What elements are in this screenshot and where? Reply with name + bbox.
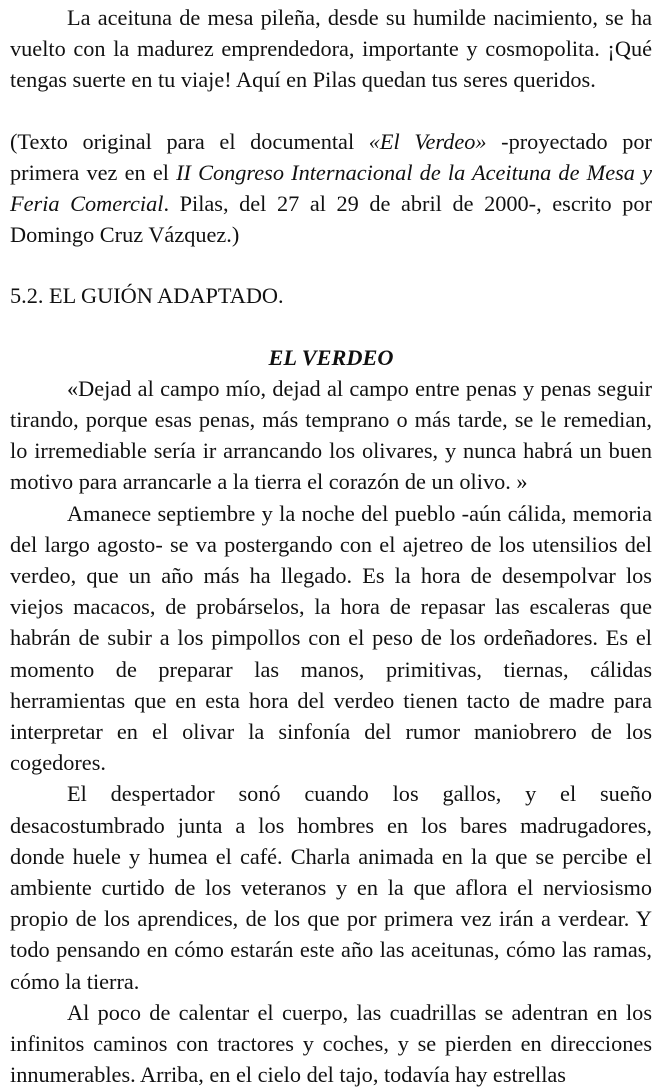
congress-name: II Congreso Internacional de la Aceituna de Mesa y Feria Comercial — [10, 159, 652, 217]
source-note-middle: -proyectado por primera vez en el — [10, 128, 652, 185]
script-paragraph: El despertador sonó cuando los gallos, y el sueño desacostumbrado junta a los hombres en los bares madrugadores, donde huele y humea el café. Charla animada en la que se percibe el ambiente curtido de los veteranos y en la que aflora el nerviosismo propio de los aprendices, de los que por primera vez irán a verdear. Y todo pensando en cómo estarán este año las aceitunas, cómo las ramas, cómo la tierra. — [10, 781, 652, 994]
script-paragraph: Al poco de calentar el cuerpo, las cuadrillas se adentran en los infinitos caminos con tractores y coches, y se pierden en direcciones innumerables. Arriba, en el cielo del tajo, todavía hay estrellas — [10, 999, 652, 1088]
script-title: EL VERDEO — [268, 344, 394, 370]
script-paragraph: Amanece septiembre y la noche del pueblo -aún cálida, memoria del largo agosto- se va postergando con el ajetreo de los utensilios del verdeo, que un año más ha llegado. Es la hora de desempolvar los viejos macacos, de probárselos, la hora de repasar las escaleras que habrán de subir a los pimpollos con el peso de los ordeñadores. Es el momento de preparar las manos, primitivas, tiernas, cálidas herramientas que en esta hora del verdeo tienen tacto de madre para interpretar en el olivar la sinfonía del rumor maniobrero de los cogedores. — [10, 500, 652, 776]
intro-paragraph: La aceituna de mesa pileña, desde su humilde nacimiento, se ha vuelto con la madurez emprendedora, importante y cosmopolita. ¡Qué tengas suerte en tu viaje! Aquí en Pilas quedan tus seres queridos. — [10, 5, 652, 93]
source-note-paragraph — [10, 126, 652, 251]
source-note-after: . Pilas, del 27 al 29 de abril de 2000-, escrito por Domingo Cruz Vázquez.) — [10, 191, 653, 248]
section-heading: 5.2. EL GUIÓN ADAPTADO. — [10, 283, 284, 309]
source-note-before: (Texto original para el documental — [10, 128, 369, 154]
documentary-title: «El Verdeo» — [368, 128, 487, 154]
script-paragraph: «Dejad al campo mío, dejad al campo entre penas y penas seguir tirando, porque esas penas, más temprano o más tarde, se le remedian, lo irremediable sería ir arrancando los olivares, y nunca habrá un buen motivo para arrancarle a la tierra el corazón de un olivo. » — [10, 375, 652, 495]
